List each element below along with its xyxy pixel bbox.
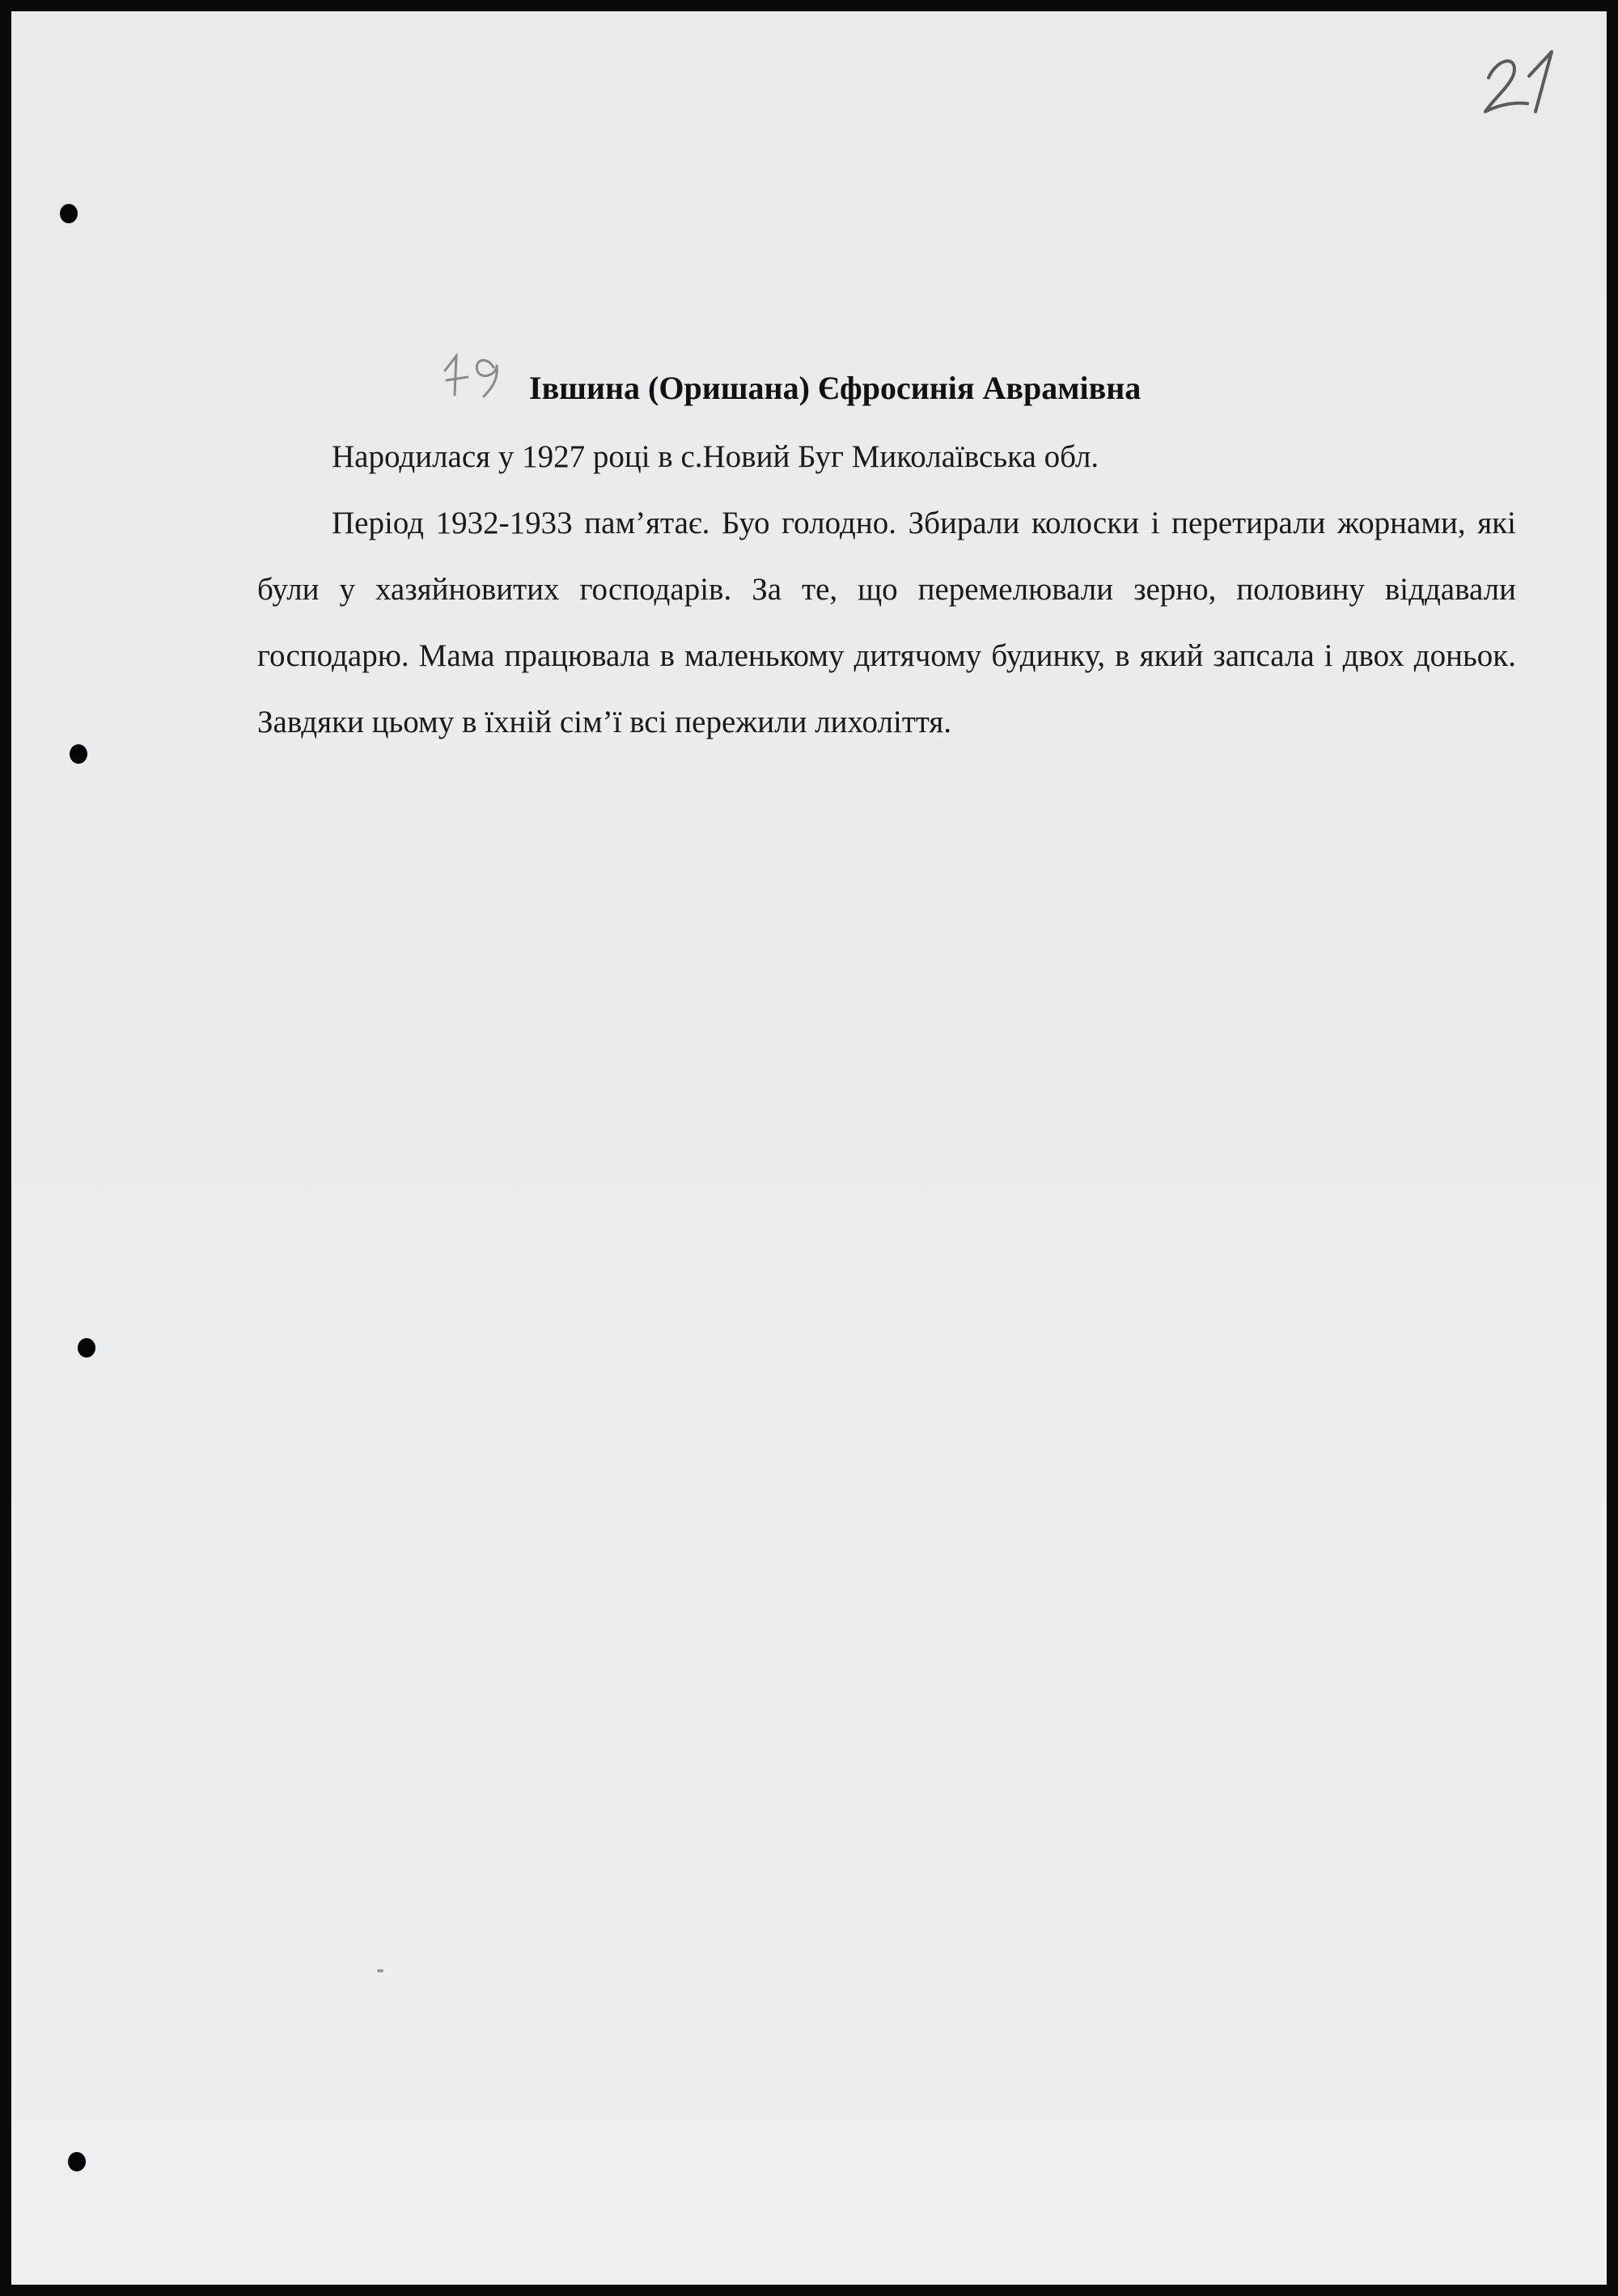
pencil-entry-number [440,349,510,400]
document-title: Івшина (Оришана) Єфросинія Аврамівна [529,370,1141,406]
paper-speck [377,1969,383,1972]
pencil-entry-number-mark [440,349,510,400]
punch-hole [68,2152,86,2171]
paper-sheet [11,11,1607,2285]
punch-hole [78,1338,95,1358]
punch-hole [60,204,78,223]
paragraph-testimony: Період 1932-1933 пам’ятає. Буо голодно. Збирали колоски і перетирали жорнами, які були у хазяйновитих господарів. За те, що перемелювали зерно, половину віддавали господарю. Мама працювала в маленькому дитячому будинку, в який запсала і двох доньок. Завдяки цьому в їхній сім’ї всі пережили лихоліття. [257,506,1516,739]
document-body [257,424,1516,756]
paragraph-birth: Народилася у 1927 році в с.Новий Буг Миколаївська обл. [332,439,1099,474]
punch-hole [70,744,87,764]
handwritten-page-number [1482,42,1571,115]
handwritten-page-number-mark [1482,42,1571,115]
